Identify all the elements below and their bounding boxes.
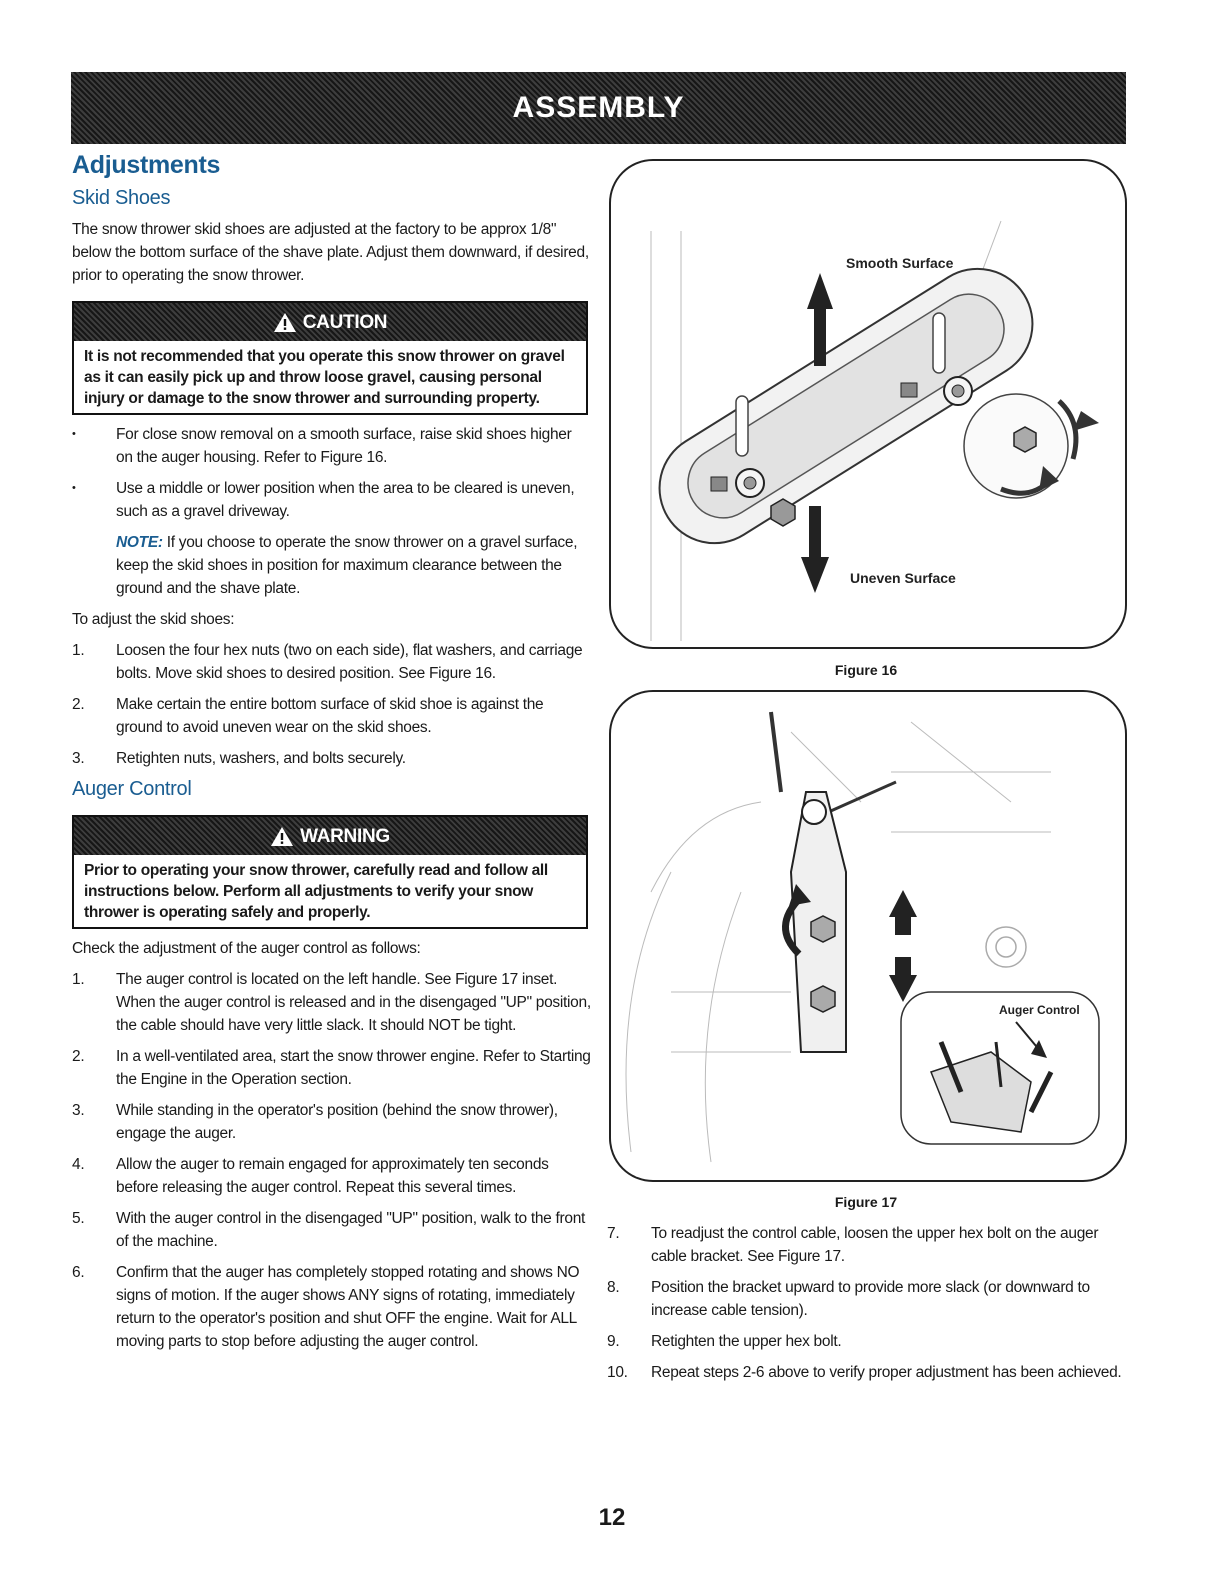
warning-title: WARNING	[300, 825, 390, 847]
adjust-intro: To adjust the skid shoes:	[72, 611, 235, 628]
figure-16	[609, 159, 1127, 649]
adjustments-heading: Adjustments	[72, 151, 221, 179]
figure-16-caption: Figure 16	[834, 662, 898, 678]
list-item: 9. Retighten the upper hex bolt.	[607, 1333, 842, 1350]
list-item: 2. In a well-ventilated area, start the snow thrower engine. Refer to Starting the Engine in the Operation section.	[72, 1048, 591, 1088]
auger-steps	[72, 968, 592, 1353]
skid-shoes-heading: Skid Shoes	[72, 187, 171, 209]
caution-title: CAUTION	[302, 311, 388, 333]
auger-control-heading: Auger Control	[72, 778, 192, 800]
note-text: If you choose to operate the snow thrower on a gravel surface, keep the skid shoes in position for maximum clearance between the ground and the shave plate.	[116, 534, 578, 597]
warning-header	[74, 817, 586, 855]
list-item: 3. Retighten nuts, washers, and bolts securely.	[72, 750, 406, 767]
auger-steps-continued	[607, 1222, 1127, 1384]
caution-box	[72, 301, 588, 415]
figure-17-caption: Figure 17	[834, 1194, 898, 1210]
list-item: 8. Position the bracket upward to provide more slack (or downward to increase cable tension).	[607, 1279, 1090, 1319]
skid-shoe-illustration	[611, 161, 1125, 647]
banner-title: ASSEMBLY	[512, 91, 685, 124]
list-item: 1. Loosen the four hex nuts (two on each side), flat washers, and carriage bolts. Move skid shoes to desired position. See Figure 16.	[72, 642, 583, 682]
list-item: 1. The auger control is located on the left handle. See Figure 17 inset. When the auger control is released and in the disengaged "UP" position, the cable should have very little slack. It should NOT be tight.	[72, 971, 591, 1034]
list-item: 3. While standing in the operator's position (behind the snow thrower), engage the auger.	[72, 1102, 558, 1142]
auger-control-illustration	[611, 692, 1125, 1180]
section-banner	[71, 72, 1126, 144]
skid-shoe-bullets	[72, 423, 592, 523]
note-label: NOTE:	[116, 534, 163, 551]
left-column	[72, 151, 592, 1361]
auger-control-label: Auger Control	[999, 1003, 1080, 1017]
list-item: 2. Make certain the entire bottom surface of skid shoe is against the ground to avoid uneven wear on the skid shoes.	[72, 696, 544, 736]
list-item: 4. Allow the auger to remain engaged for approximately ten seconds before releasing the auger control. Repeat this several times.	[72, 1156, 549, 1196]
uneven-surface-label: Uneven Surface	[850, 570, 956, 586]
warning-triangle-icon	[273, 312, 297, 333]
check-intro: Check the adjustment of the auger control as follows:	[72, 940, 421, 957]
skid-shoe-note	[72, 531, 592, 600]
figure-17	[609, 690, 1127, 1182]
list-item: 6. Confirm that the auger has completely stopped rotating and shows NO signs of motion. If the auger shows ANY signs of rotating, immediately return to the operator's position and shut OFF the engine. Wait for ALL moving parts to stop before adjusting the auger control.	[72, 1264, 580, 1350]
list-item: • For close snow removal on a smooth surface, raise skid shoes higher on the auger housing. Refer to Figure 16.	[72, 423, 592, 469]
warning-box	[72, 815, 588, 929]
page-number: 12	[598, 1504, 626, 1531]
skid-shoes-intro: The snow thrower skid shoes are adjusted at the factory to be approx 1/8" below the bottom surface of the shave plate. Adjust them downward, if desired, prior to operating the snow thrower.	[72, 221, 589, 284]
warning-triangle-icon	[270, 826, 294, 847]
list-item: • Use a middle or lower position when the area to be cleared is uneven, such as a gravel driveway.	[72, 477, 592, 523]
right-column	[607, 1222, 1127, 1392]
list-item: 5. With the auger control in the disengaged "UP" position, walk to the front of the machine.	[72, 1210, 586, 1250]
smooth-surface-label: Smooth Surface	[846, 255, 954, 271]
list-item: 7. To readjust the control cable, loosen the upper hex bolt on the auger cable bracket. See Figure 17.	[607, 1225, 1099, 1265]
caution-header	[74, 303, 586, 341]
skid-shoe-steps	[72, 639, 592, 770]
caution-text: It is not recommended that you operate this snow thrower on gravel as it can easily pick up and throw loose gravel, causing personal injury or damage to the snow thrower and surrounding property.	[84, 348, 565, 407]
list-item: 10. Repeat steps 2-6 above to verify proper adjustment has been achieved.	[607, 1364, 1122, 1381]
warning-text: Prior to operating your snow thrower, carefully read and follow all instructions below. Perform all adjustments to verify your snow thrower is operating safely and properly.	[84, 862, 548, 921]
